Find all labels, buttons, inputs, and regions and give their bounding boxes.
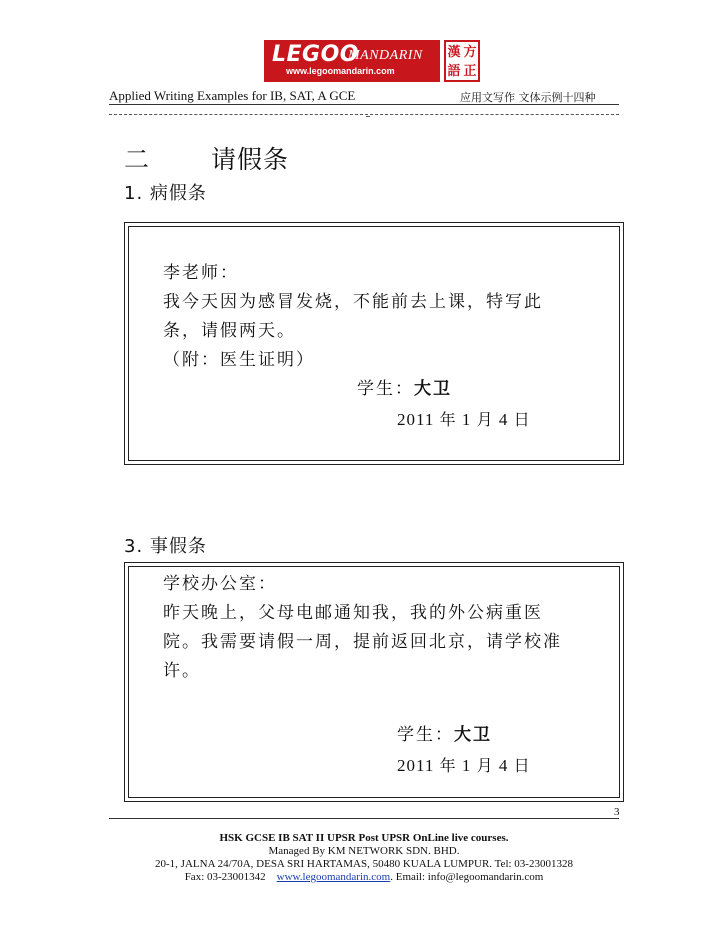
date-day-unit: 日	[513, 410, 531, 429]
section-number: 二	[124, 145, 150, 174]
footer-courses: HSK GCSE IB SAT II UPSR Post UPSR OnLine live courses.	[219, 832, 509, 844]
brand-logo	[264, 40, 480, 82]
personal-leave-salutation: 学校办公室：	[163, 574, 277, 594]
signature-name: 大卫	[454, 725, 492, 745]
sick-leave-body-line: 我今天因为感冒发烧，不能前去上课，特写此	[163, 292, 543, 312]
signature-name: 大卫	[414, 379, 452, 399]
personal-leave-body-line: 院。我需要请假一周，提前返回北京，请学校准	[163, 632, 562, 652]
footer-email: . Email: info@legoomandarin.com	[390, 871, 544, 883]
date-year: 2011	[397, 756, 435, 775]
personal-leave-heading: 3. 事假条	[124, 536, 207, 557]
footer-address: 20-1, JALNA 24/70A, DESA SRI HARTAMAS, 50480 KUALA LUMPUR. Tel: 03-23001328	[155, 858, 573, 870]
seal-char: 語	[447, 63, 461, 78]
signature-label: 学生：	[397, 725, 454, 745]
date-year-unit: 年	[439, 410, 457, 429]
date-day: 4	[498, 756, 509, 775]
footer-contact	[100, 871, 628, 884]
footer-managed-by: Managed By KM NETWORK SDN. BHD.	[268, 845, 460, 857]
sick-leave-signature	[357, 375, 452, 404]
sick-leave-box	[124, 222, 624, 465]
date-month: 1	[461, 756, 472, 775]
seal-char: 漢	[447, 44, 461, 59]
date-month: 1	[461, 410, 472, 429]
personal-leave-date	[397, 753, 531, 776]
date-day-unit: 日	[513, 756, 531, 775]
date-month-unit: 月	[476, 756, 494, 775]
seal-char: 方	[463, 44, 477, 59]
personal-leave-body-line: 许。	[163, 661, 201, 681]
footer-fax: Fax: 03-23001342	[184, 871, 266, 883]
logo-product-text: MANDARIN	[348, 48, 423, 63]
page-number: 3	[614, 806, 620, 818]
logo-banner	[264, 40, 440, 82]
sick-leave-heading: 1. 病假条	[124, 183, 207, 204]
personal-leave-signature	[397, 721, 492, 750]
sick-leave-body-line: 条，请假两天。	[163, 321, 296, 341]
header-title-en: Applied Writing Examples for IB, SAT, A GCE	[109, 88, 356, 103]
header-title-cn: 应用文写作 文体示例十四种	[460, 91, 596, 104]
date-month-unit: 月	[476, 410, 494, 429]
sick-leave-salutation: 李老师：	[163, 263, 239, 283]
footer-website-link[interactable]: www.legoomandarin.com	[276, 871, 391, 883]
footer-divider	[109, 818, 619, 819]
logo-brand-text: LEGOO	[272, 42, 360, 67]
personal-leave-box	[124, 562, 624, 802]
date-day: 4	[498, 410, 509, 429]
logo-url-text: www.legoomandarin.com	[286, 66, 395, 76]
signature-label: 学生：	[357, 379, 414, 399]
logo-seal	[444, 40, 480, 82]
date-year: 2011	[397, 410, 435, 429]
header-dashed-divider	[109, 114, 619, 115]
date-year-unit: 年	[439, 756, 457, 775]
header-tick-mark	[366, 116, 370, 117]
section-title: 请假条	[211, 145, 290, 174]
sick-leave-attachment: （附：医生证明）	[163, 350, 315, 370]
header-divider	[109, 104, 619, 105]
sick-leave-date	[397, 407, 531, 430]
personal-leave-body-line: 昨天晚上，父母电邮通知我，我的外公病重医	[163, 603, 543, 623]
seal-char: 正	[463, 63, 477, 78]
